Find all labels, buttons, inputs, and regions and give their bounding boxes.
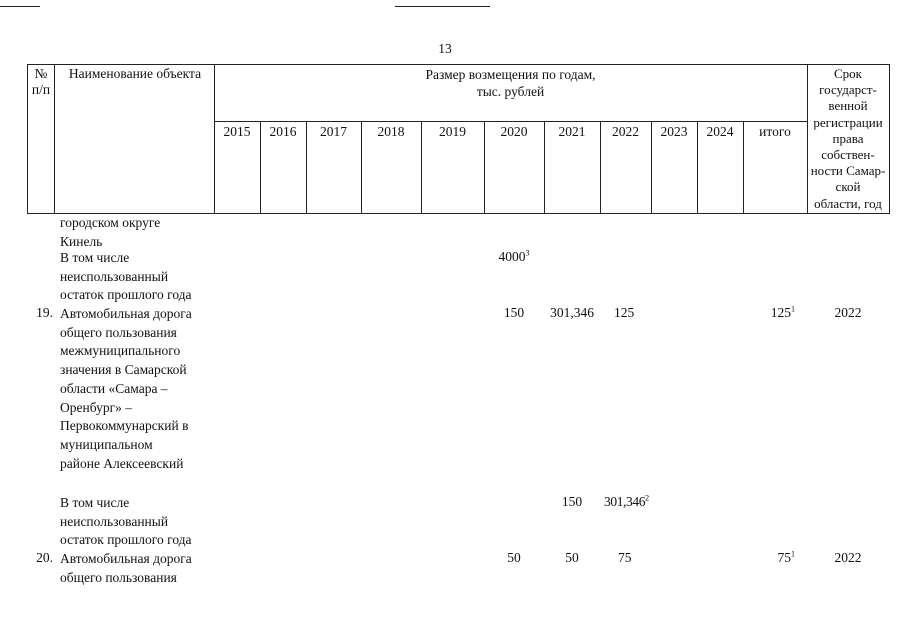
row-name-line: общего пользования (60, 569, 177, 585)
row-name-line: Оренбург» – (60, 399, 132, 415)
cell-2022: 75 (618, 550, 632, 565)
row-name-line: Первокоммунарский в (60, 418, 189, 434)
cell-total: $75^1$ (777, 549, 795, 565)
row-name-line: муниципальном (60, 436, 153, 452)
header-year: 2020 (500, 124, 528, 139)
header-year: 2016 (269, 124, 297, 139)
page-number: 13 (438, 41, 452, 56)
header-num-col: № п/п (31, 66, 51, 97)
cell-2022: 125 (614, 305, 635, 320)
row-name-line: остаток прошлого года (60, 532, 192, 548)
scan-artifact-line (0, 6, 40, 7)
cell-2021: 150 (561, 494, 583, 509)
header-total: итого (759, 124, 791, 139)
row-name-line: городском округе (60, 215, 161, 230)
row-name-line: области «Самара – (60, 380, 168, 396)
row-name-line: Автомобильная дорога (60, 551, 192, 566)
header-year: 2018 (377, 124, 405, 139)
row-number: 19. (36, 305, 53, 320)
row-name-line: остаток прошлого года (60, 287, 192, 303)
header-year: 2015 (223, 124, 251, 139)
row-name-line: неиспользованный (60, 268, 169, 284)
header-name-col: Наименование объекта (68, 66, 202, 81)
cell-2020: 50 (507, 550, 521, 565)
header-deadline-col: Срок государст- венной регистрации права собствен- ности Самар- ской области, год (810, 66, 886, 211)
cell-deadline: 2022 (834, 550, 862, 565)
row-name-line: неиспользованный (60, 513, 169, 529)
scan-artifact-line (395, 6, 490, 7)
row-name-line: межмуниципального (60, 343, 181, 359)
cell-2020: 4000$^3$ (498, 248, 530, 264)
cell-2020: 150 (503, 305, 525, 320)
cell-total: $125^1$ (770, 304, 795, 320)
row-number: 20. (36, 550, 53, 565)
row-name-line: В том числе (60, 250, 130, 265)
row-name-line: Автомобильная дорога (60, 306, 192, 321)
row-name-line: районе Алексеевский (60, 455, 184, 471)
header-year: 2023 (660, 124, 688, 139)
header-year: 2019 (439, 124, 466, 139)
cell-deadline: 2022 (834, 305, 862, 320)
cell-2021: 50 (565, 550, 579, 565)
row-name-line: значения в Самарской (60, 362, 187, 378)
header-year: 2022 (612, 124, 639, 139)
row-name-line: Кинель (60, 233, 103, 249)
row-name-line: общего пользования (60, 324, 177, 340)
header-year: 2017 (320, 124, 347, 139)
header-year: 2021 (558, 124, 586, 139)
header-group-title: Размер возмещения по годам, тыс. рублей (425, 67, 596, 99)
row-name-line: В том числе (60, 495, 130, 510)
header-year: 2024 (706, 124, 734, 139)
cell-2021: 301,346 (550, 305, 594, 320)
cell-2022: 301,346$^2$ (604, 493, 649, 509)
